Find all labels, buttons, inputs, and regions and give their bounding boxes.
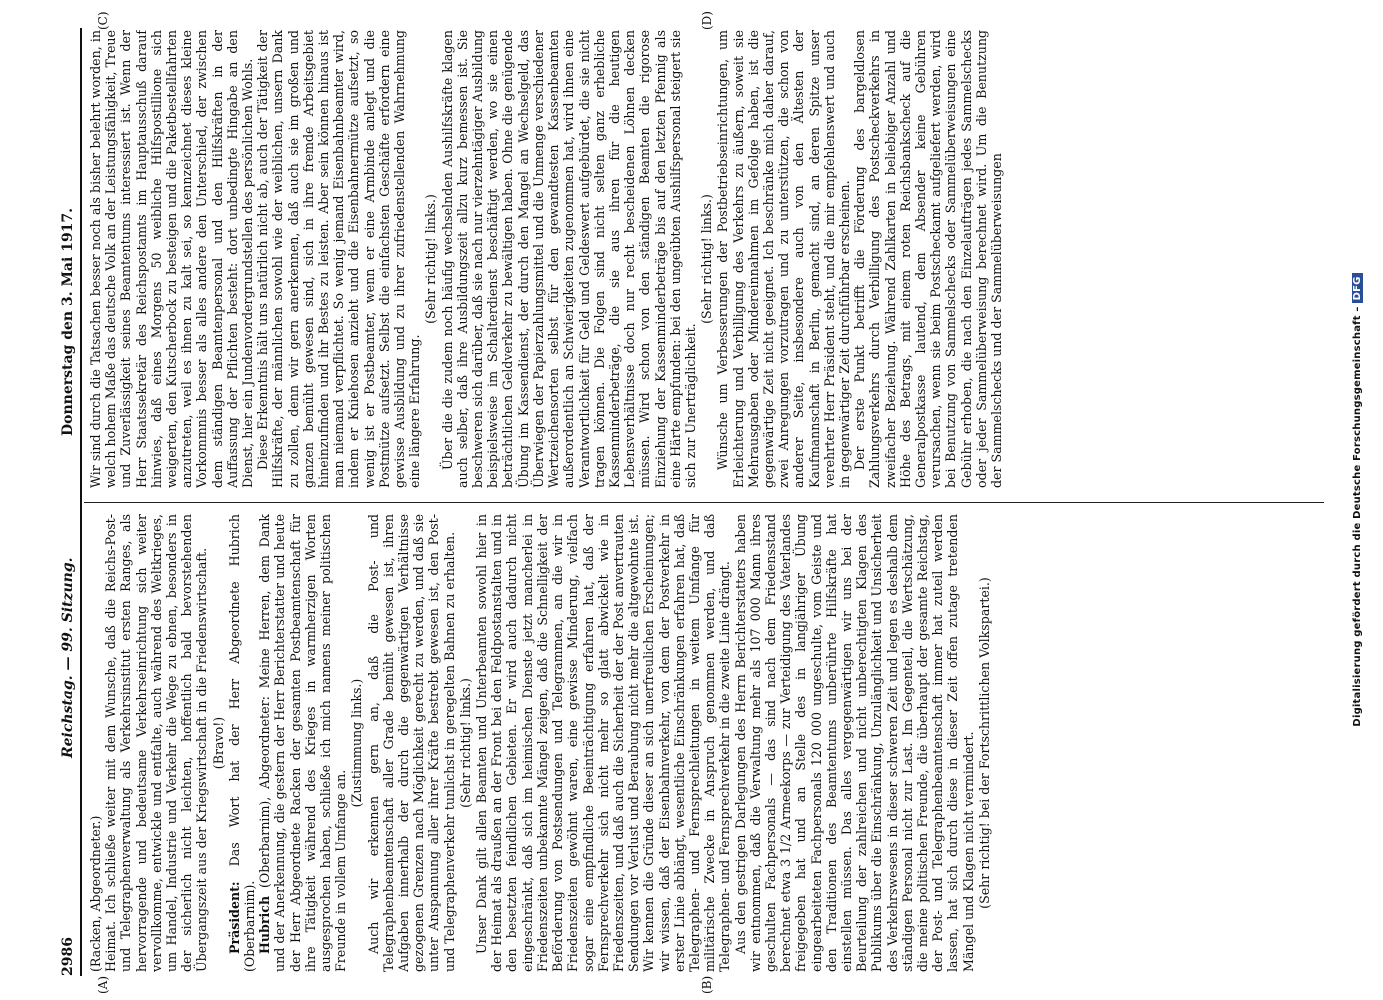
interjection: (Sehr richtig! links.)	[423, 194, 439, 324]
paragraph: Aus den gestrigen Darlegungen des Herrn Berichterstatters haben wir entnommen, daß die Verwaltung mehr als 107 000 Mann ihres geschulten Fachpersonals — das sind nach dem Friedensstand berechnet etwa 3 1/2 Armeekorps — zur Verteidigung des Vaterlandes freigegeben hat und an Stelle des in langjähriger Übung eingearbeiteten Fachpersonals 120 000 ungeschulte, vom Geiste und den Traditionen des Beamtentums unberührte Hilfskräfte hat einstellen müssen. Das alles vergegenwärtigen wir uns bei der Beurteilung der zahlreichen und nicht unberechtigten Klagen des Publikums über die Einschränkung, Unzulänglichkeit und Unsicherheit des Verkehrswesens in dieser schweren Zeit und legen es deshalb dem ständigen Personal nicht zur Last. Im Gegenteil, die Wertschätzung, die meine politischen Freunde, die überhaupt der gesamte Reichstag, der Post- und Telegraphenbeamtenschaft immer hat zuteil werden lassen, hat sich durch diese in dieser Zeit offen zutage tretenden Mängel und Klagen nicht vermindert.	[732, 514, 976, 972]
paragraph: Auch wir erkennen gern an, daß die Post- und Telegraphenbeamtenschaft aller Grade bemüht gewesen ist, ihren Aufgaben innerhalb der durch die gegenwärtigen Verhältnisse gezogenen Grenzen nach Möglichkeit gerecht zu werden, und daß sie unter Anspannung aller ihrer Kräfte bestrebt gewesen ist, den Post- und Telegraphenverkehr tunlichst in geregelten Bahnen zu erhalten.	[365, 514, 457, 972]
interjection: (Bravo!)	[210, 716, 226, 770]
digitization-text: Digitalisierung gefördert durch die Deutsche Forschungsgemeinschaft –	[1352, 306, 1363, 727]
speaker-name: Hubrich	[257, 895, 273, 954]
dfg-logo: DFG	[1352, 273, 1363, 303]
paragraph: Über die die zudem noch häufig wechselnden Aushilfskräfte klagen auch selber, daß ihre Ausbildungszeit allzu kurz bemessen ist. Sie beschweren sich darüber, daß sie nach nur vierzehntägiger Ausbildung beispielsweise im Schalterdienst beschäftigt werden, wo sie einen beträchtlichen Geldverkehr zu bewältigen haben. Ohne die genügende Übung im Kassendienst, der durch den Mangel an Wechselgeld, das Überwiegen der Papierzahlungsmittel und die Unmenge verschiedener Wertzeichensorten selbst für den gewandtesten Kassenbeamten außerordentlich an Schwierigkeiten zugenommen hat, wird ihnen eine Verantwortlichkeit für Geld und Geldeswert aufgebürdet, die sie nicht tragen können. Die Folgen sind nicht selten ganz erhebliche Kassenminderbeträge, die sie aus ihren für die heutigen Lebensverhältnisse doch nur recht bescheidenen Löhnen decken müssen. Wird schon von den ständigen Beamten die rigorose Einziehung der Kassenminderbeträge bis auf den letzten Pfennig als eine Härte empfunden: bei den ungeübten Aushilfspersonal steigert sie sich zur Unerträglichkeit.	[439, 30, 698, 488]
paragraph-text: (Oberbarnim), Abgeordneter: Meine Herren, dem Dank und der Anerkennung, die gestern der Herr Berichterstatter und heute der Herr Abgeordnete Racken der gesamten Postbeamtenschaft für ihre Tätigkeit während des Krieges in warmherzigen Worten ausgesprochen haben, schließe ich mich namens meiner politischen Freunde in vollem Umfange an.	[257, 514, 349, 972]
paragraph: Der erste Punkt betrifft die Förderung des bargeldlosen Zahlungsverkehrs durch Verbilligung des Postscheckverkehrs in zweifacher Beziehung. Während Zahlkarten in beliebiger Anzahl und Höhe des Betrags, mit einem roten Reichsbankscheck auf die Generalpostkasse lautend, dem Absender keine Gebühren verursachen, wenn sie beim Postscheckamt aufgeliefert werden, wird bei Benutzung von Sammelschecks oder Sammelüberweisungen eine Gebühr erhoben, die nach den Einzelaufträgen jedes Sammelschecks oder jeder Sammelüberweisung berechnet wird. Um die Benutzung der Sammelschecks und der Sammelüberweisungen	[852, 30, 1004, 488]
paragraph: Unser Dank gilt allen Beamten und Unterbeamten sowohl hier in der Heimat als draußen an der Front bei den Feldpostanstalten und in den besetzten feindlichen Gebieten. Er wird auch dadurch nicht eingeschränkt, daß sich im heimischen Dienste jetzt mancherlei in Friedenszeiten unbekannte Mängel zeigen, daß die Schnelligkeit der Beförderung von Postsendungen und Telegrammen, an die wir in Friedenszeiten gewöhnt waren, eine gewisse Minderung, vielfach sogar eine empfindliche Beeinträchtigung erfahren hat, daß der Fernsprechverkehr sich nicht mehr so glatt abwickelt wie in Friedenszeiten, und daß auch die Sicherheit der der Post anvertrauten Sendungen vor Verlust und Beraubung nicht mehr die altgewohnte ist. Wir kennen die Gründe dieser an sich unerfreulichen Erscheinungen; wir wissen, daß der Eisenbahnverkehr, von dem der Postverkehr in erster Linie abhängt, wesentliche Einschränkungen erfahren hat, daß Telegraphen- und Fernsprechleitungen in weitem Umfange für militärische Zwecke in Anspruch genommen werden, und daß Telegraphen- und Fernsprechverkehr in die zweite Linie drängt.	[474, 514, 733, 972]
paragraph: Diese Erkenntnis hält uns natürlich nicht ab, auch der Tätigkeit der Hilfskräfte, der männlichen sowohl wie der weiblichen, unsern Dank zu zollen, denn wir gern anerkennen, daß auch sie im großen und ganzen bemüht gewesen sind, sich in ihre fremde Arbeitsgebiet hineinzufinden und ihr Bestes zu leisten. Aber sein können hinaus ist man niemand verpflichtet. So wenig jemand Eisenbahnbeamter wird, indem er Kniehosen anzieht und die Eisenbahnermütze aufsetzt, so wenig ist er Postbeamter, wenn er eine Armbinde anlegt und die Postmütze aufsetzt. Selbst die einfachsten Geschäfte erfordern eine gewisse Ausbildung und zu ihrer zufriedenstellenden Wahrnehmung eine längere Erfahrung.	[255, 30, 423, 488]
paragraph: Wünsche um Verbesserungen der Postbetriebseinrichtungen, um Erleichterung und Verbilligung des Verkehrs zu äußern, soweit sie Mehrausgaben oder Mindereinnahmen im Gefolge haben, ist die gegenwärtige Zeit nicht geeignet. Ich beschränke mich daher darauf, zwei Anregungen vorzutragen und zu unterstützen, die schon von anderer Seite, insbesondere auch von den Ältesten der Kaufmannschaft in Berlin, gemacht sind, an deren Spitze unser verehrter Herr Präsident steht, und die mir empfehlenswert und auch in gegenwärtiger Zeit durchführbar erscheinen.	[715, 30, 852, 488]
right-column	[88, 30, 1328, 488]
interjection: (Sehr richtig! links.)	[699, 194, 715, 324]
session-title: Reichstag. — 99. Sitzung.	[60, 557, 76, 758]
page-header	[56, 26, 82, 976]
paragraph	[257, 514, 348, 972]
interjection: (Zustimmung links.)	[349, 678, 365, 808]
speaker-name: Präsident:	[226, 881, 242, 954]
margin-marker-a: (A)	[96, 975, 110, 994]
paragraph: Wir sind durch die Tatsachen besser noch als bisher belehrt worden, in welch hohem Maße das deutsche Volk an der Leistungsfähigkeit, Treue und Zuverlässigkeit seines Beamtentums interessiert ist. Wenn der Herr Staatssekretär des Reichspostamts im Hauptausschuß darauf hinwies, daß eines Morgens 50 weibliche Hilfspostillione sich weigerten, den Kutscherbock zu besteigen und die Paketbestellfahrten anzutreten, weil es ihnen zu kalt sei, so kennzeichnet dieses kleine Vorkommnis besser als alles andere den Unterschied, der zwischen dem ständigen Beamtenpersonal und den Hilfskräften in der Auffassung der Pflichten besteht: dort unbedingte Hingabe an den Dienst, hier ein Jundenvordergrundstellen des persönlichen Wohls.	[88, 30, 256, 488]
margin-marker-b: (B)	[700, 975, 714, 994]
column-divider	[84, 502, 1324, 503]
margin-marker-d: (D)	[700, 11, 714, 30]
digitization-note	[1352, 0, 1363, 1000]
interjection: (Sehr richtig! bei der Fortschrittlichen Volkspartei.)	[976, 577, 992, 909]
header-rule	[80, 28, 82, 976]
speaker-line: (Racken, Abgeordneter.)	[88, 815, 103, 972]
paragraph: Heimat. Ich schließe weiter mit dem Wunsche, daß die Reichs-Post- und Telegraphenverwaltung als Verkehrsinstitut ersten Ranges, als hervorragende und bedeutsame Verkehrseinrichtung sich weiter vervollkomme, entwickle und entfalte, auch während des Weltkrieges, um Handel, Industrie und Verkehr die Wege zu ebnen, besonders in der sicherlich nicht leichten, hoffentlich bald bevorstehenden Übergangszeit aus der Kriegswirtschaft in die Friedenswirtschaft.	[103, 514, 210, 972]
page-number: 2986	[60, 937, 76, 976]
session-date: Donnerstag den 3. Mai 1917.	[60, 207, 76, 436]
interjection: (Sehr richtig! links.)	[457, 678, 473, 808]
paragraph-text: Das Wort hat der Herr Abgeordnete Hubrich (Oberbarnim).	[226, 514, 258, 972]
margin-marker-c: (C)	[96, 11, 110, 30]
paragraph	[227, 514, 257, 972]
left-column	[88, 514, 1328, 972]
